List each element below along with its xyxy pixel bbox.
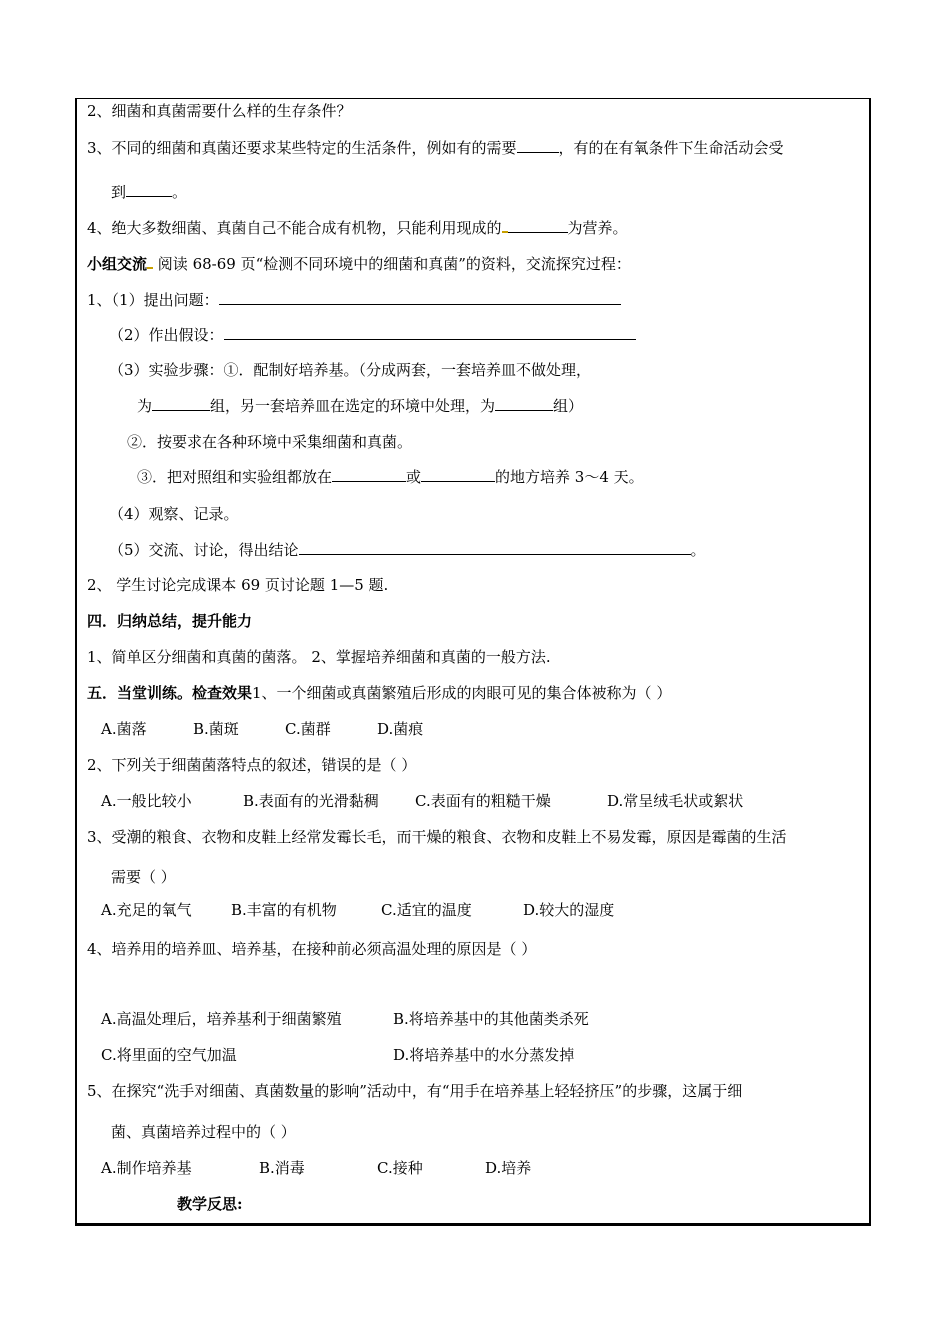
option[interactable]: D.常呈绒毛状或絮状	[607, 792, 744, 810]
option[interactable]: A.充足的氧气	[101, 901, 192, 919]
test-5-line-1: 5、在探究“洗手对细菌、真菌数量的影响”活动中，有“用手在培养基上轻轻挤压”的步骤，这属于细	[87, 1082, 743, 1100]
option[interactable]: D.菌痕	[377, 720, 424, 738]
option[interactable]: B.菌斑	[193, 720, 239, 738]
option[interactable]: A.菌落	[101, 720, 147, 738]
option[interactable]: B.丰富的有机物	[231, 901, 337, 919]
test-1-options	[101, 719, 423, 739]
option[interactable]: C.菌群	[285, 720, 331, 738]
edit-mark	[147, 255, 153, 269]
option[interactable]: D.将培养基中的水分蒸发掉	[393, 1046, 575, 1064]
option[interactable]: C.表面有的粗糙干燥	[415, 792, 551, 810]
option[interactable]: A.制作培养基	[101, 1159, 192, 1177]
test-4-options-row-1	[101, 1009, 589, 1029]
step-3-culture: ③．把对照组和实验组都放在 或 的地方培养 3～4 天。	[137, 468, 644, 486]
test-4: 4、培养用的培养皿、培养基，在接种前必须高温处理的原因是（ ）	[87, 940, 537, 958]
test-2-options	[101, 791, 743, 811]
fill-blank[interactable]	[421, 467, 495, 482]
fill-blank[interactable]	[219, 290, 621, 305]
step-5-conclusion: （5）交流、讨论，得出结论 。	[109, 541, 706, 559]
option[interactable]: C.将里面的空气加温	[101, 1046, 237, 1064]
step-3-procedure: （3）实验步骤：①．配制好培养基。（分成两套，一套培养皿不做处理，	[109, 361, 592, 379]
fill-blank[interactable]	[495, 396, 553, 411]
group-discussion: 小组交流 阅读 68-69 页“检测不同环境中的细菌和真菌”的资料，交流探究过程：	[87, 255, 631, 273]
test-3-line-1: 3、受潮的粮食、衣物和皮鞋上经常发霉长毛，而干燥的粮食、衣物和皮鞋上不易发霉，原因是霉菌的生活	[87, 828, 787, 846]
option[interactable]: D.较大的湿度	[523, 901, 615, 919]
test-5-options	[101, 1158, 531, 1178]
test-4-options-row-2	[101, 1045, 574, 1065]
option[interactable]: C.接种	[377, 1159, 423, 1177]
fill-blank[interactable]	[508, 218, 568, 233]
test-3-line-2: 需要（ ）	[111, 868, 176, 886]
fill-blank[interactable]	[224, 325, 636, 340]
fill-blank[interactable]	[152, 396, 210, 411]
step-3-groups: 为 组，另一套培养皿在选定的环境中处理，为 组）	[137, 397, 584, 415]
option[interactable]: B.将培养基中的其他菌类杀死	[393, 1010, 589, 1028]
test-5-line-2: 菌、真菌培养过程中的（ ）	[111, 1123, 296, 1141]
step-3-collect: ②．按要求在各种环境中采集细菌和真菌。	[127, 433, 413, 451]
question-2: 2、细菌和真菌需要什么样的生存条件？	[87, 102, 352, 120]
fill-blank[interactable]	[332, 467, 406, 482]
question-4: 4、绝大多数细菌、真菌自己不能合成有机物，只能利用现成的 为营养。	[87, 219, 628, 237]
test-2: 2、下列关于细菌菌落特点的叙述，错误的是（ ）	[87, 756, 417, 774]
option[interactable]: A.高温处理后，培养基利于细菌繁殖	[101, 1010, 342, 1028]
step-2-hypothesis: （2）作出假设：	[109, 325, 636, 345]
test-3-options	[101, 900, 614, 920]
discussion-2: 2、 学生讨论完成课本 69 页讨论题 1—5 题.	[87, 576, 389, 594]
option[interactable]: D.培养	[485, 1159, 532, 1177]
fill-blank[interactable]	[299, 540, 691, 555]
summary: 1、简单区分细菌和真菌的菌落。 2、掌握培养细菌和真菌的一般方法.	[87, 648, 551, 666]
fill-blank[interactable]	[126, 182, 172, 197]
question-3-line-1: 3、不同的细菌和真菌还要求某些特定的生活条件，例如有的需要 ，有的在有氧条件下生命活动会受	[87, 139, 784, 157]
option[interactable]: B.表面有的光滑黏稠	[243, 792, 379, 810]
option[interactable]: B.消毒	[259, 1159, 305, 1177]
option[interactable]: A.一般比较小	[101, 792, 192, 810]
section-4-title: 四．归纳总结，提升能力	[87, 612, 253, 630]
step-1-question: 1、（1）提出问题：	[87, 290, 621, 310]
test-1: 五．当堂训练。检查效果1、一个细菌或真菌繁殖后形成的肉眼可见的集合体被称为（ ）	[87, 684, 672, 702]
option[interactable]: C.适宜的温度	[381, 901, 472, 919]
step-4-observe: （4）观察、记录。	[109, 505, 239, 523]
fill-blank[interactable]	[517, 138, 559, 153]
teaching-reflection: 教学反思:	[177, 1195, 243, 1213]
question-3-line-2: 到 。	[111, 183, 188, 201]
